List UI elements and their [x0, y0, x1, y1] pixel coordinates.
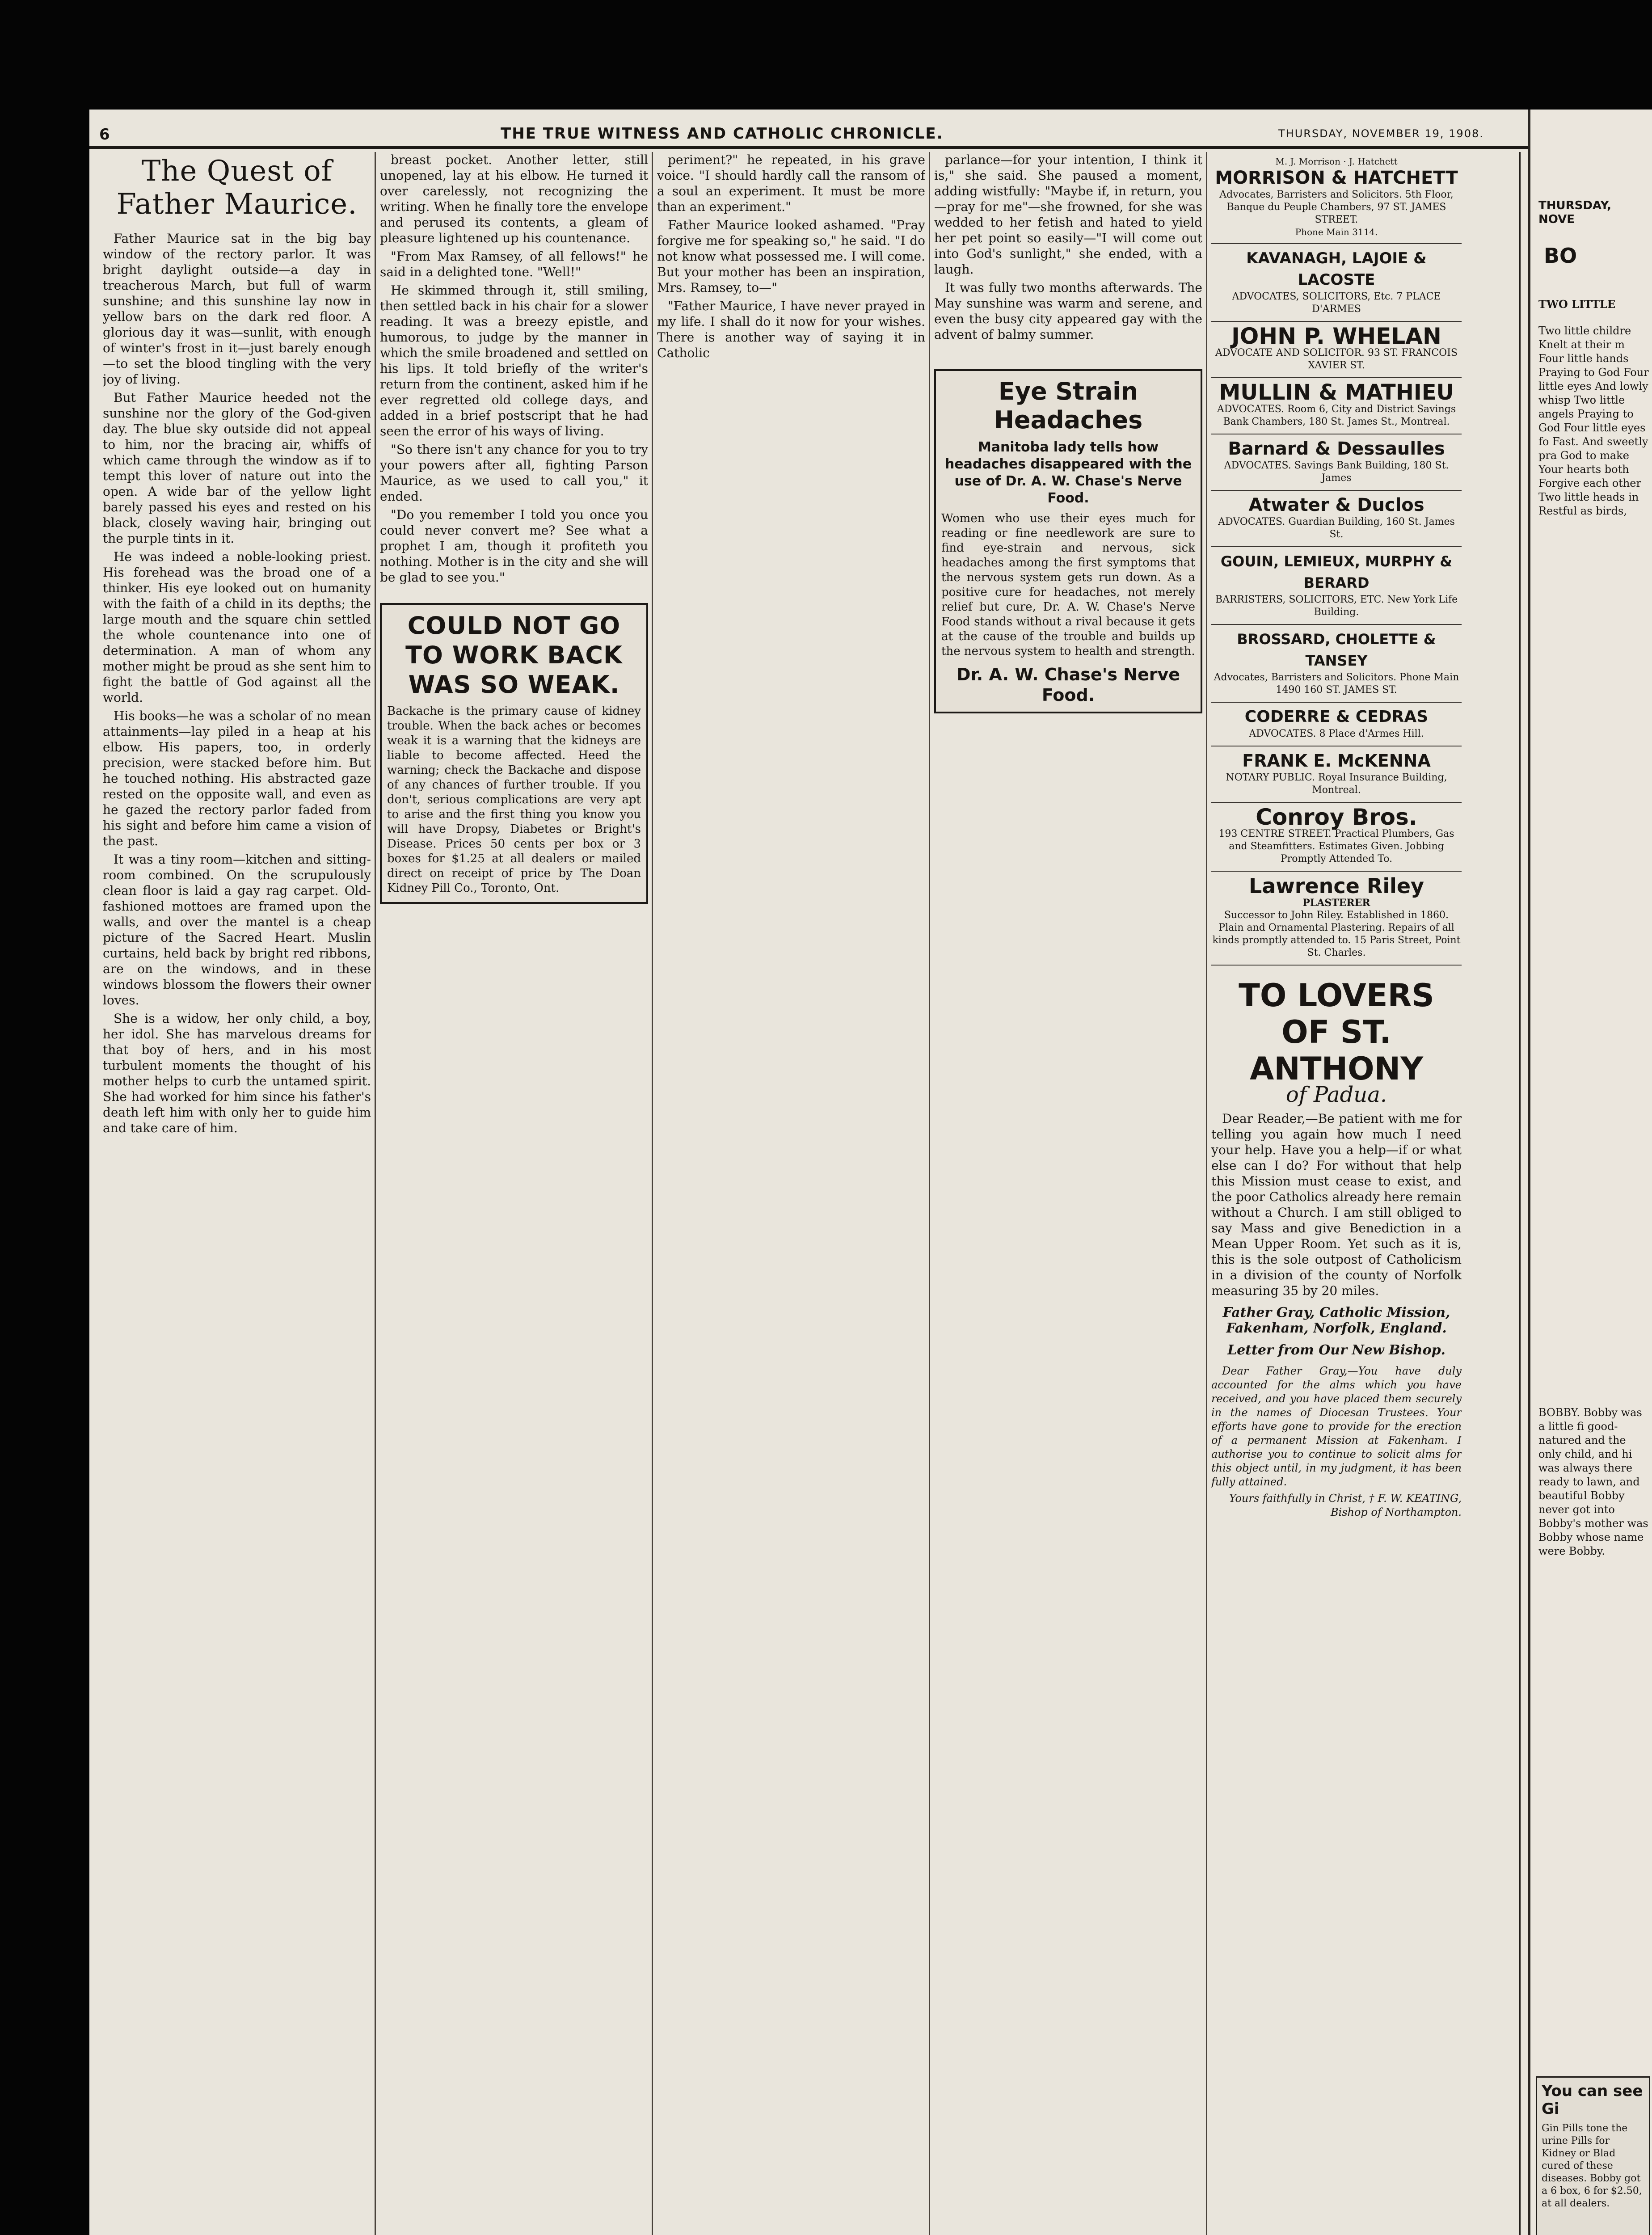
card-desc: NOTARY PUBLIC. Royal Insurance Building, Montreal.	[1226, 772, 1447, 796]
business-card	[1211, 625, 1462, 703]
business-card	[1211, 378, 1462, 434]
eye-ad-body: Women who use their eyes much for reading or fine needlework are sure to find eye-strain and nervous, sick headaches among the first symptoms that the nervous system gets run down. As a positive cure for headaches, not merely relief but cure, Dr. A. W. Chase's Nerve Food stands without a rival because it gets at the cause of the trouble and builds up the nervous system to health and strength.	[941, 512, 1195, 658]
bishop-letter-body: Dear Father Gray,—You have duly accounted for the alms which you have received, and you have placed them securely in the names of Diocesan Trustees. Your efforts have gone to provide for the erection of a permanent Mission at Fakenham. I authorise you to continue to solicit alms for this object until, in my judgment, it has been fully attained.	[1211, 1365, 1462, 1488]
card-desc: ADVOCATES. Savings Bank Building, 180 St. James	[1224, 460, 1449, 484]
card-partner: J. Hatchett	[1349, 156, 1398, 167]
story-paragraph: parlance—for your intention, I think it is," she said. She paused a moment, adding wistfully: "Maybe if, in return, you—pray for me"—she frowned, for she was wedded to her fetish and hated to yield her pet point so easily—"I will come out into God's sunlight," she ended, with a laugh.	[934, 152, 1202, 277]
story-title: The Quest of Father Maurice.	[116, 155, 358, 221]
card-firm: CODERRE & CEDRAS	[1244, 708, 1429, 726]
newspaper-page	[89, 110, 1551, 2235]
appeal-address: Father Gray, Catholic Mission, Fakenham, Norfolk, England.	[1222, 1305, 1450, 1336]
adjacent-headline: BO	[1544, 244, 1577, 268]
masthead	[89, 122, 1520, 146]
card-firm: JOHN P. WHELAN	[1231, 323, 1441, 349]
column-2	[380, 152, 648, 2235]
appeal-headline: TO LOVERS OF ST. ANTHONY	[1239, 977, 1434, 1087]
column-divider	[652, 152, 653, 2235]
eye-ad-subhead: Manitoba lady tells how headaches disappeared with the use of Dr. A. W. Chase's Nerve Food.	[944, 439, 1192, 506]
story-paragraph: periment?" he repeated, in his grave voice. "I should hardly call the ransom of a soul an experiment. It must be more than an experiment."	[657, 152, 925, 214]
business-card	[1211, 547, 1462, 625]
eye-ad-headline: Eye Strain Headaches	[994, 377, 1143, 434]
story-paragraph: "Father Maurice, I have never prayed in my life. I shall do it now for your wishes. There is another way of saying it in Catholic	[657, 299, 925, 360]
card-desc: ADVOCATES. Room 6, City and District Savings Bank Chambers, 180 St. James St., Montreal.	[1217, 404, 1456, 427]
adjacent-poem: Two little childre Knelt at their m Four little hands Praying to God Four little eyes And lowly whisp Two little angels Praying to God Four little eyes fo Fast. And sweetly pra God to make Your hearts both Forgive each other Two little heads in Restful as birds,	[1538, 325, 1649, 517]
column-4	[934, 152, 1202, 2235]
story-paragraph: It was a tiny room—kitchen and sitting-room combined. On the scrupulously clean floor is laid a gay rag carpet. Old-fashioned mottoes are framed upon the walls, and over the mantel is a cheap picture of the Sacred Heart. Muslin curtains, held back by bright red ribbons, are on the windows, and in these windows blossom the flowers their owner loves.	[103, 852, 371, 1008]
business-card	[1211, 244, 1462, 322]
kidney-ad-body: Backache is the primary cause of kidney trouble. When the back aches or becomes weak it is a warning that the kidneys are liable to become affected. Heed the warning; check the Backache and dispose of any chances of further trouble. If you don't, serious complications are very apt to arise and the first thing you know you will have Dropsy, Diabetes or Bright's Disease. Prices 50 cents per box or 3 boxes for $1.25 at all dealers or mailed direct on receipt of price by The Doan Kidney Pill Co., Toronto, Ont.	[387, 704, 641, 895]
story-paragraph: She is a widow, her only child, a boy, her idol. She has marvelous dreams for that boy of hers, and in his most turbulent moments the thought of his mother helps to curb the untamed spirit. She had worked for him since his father's death left him with only her to guide him and take care of him.	[103, 1011, 371, 1135]
story-paragraph: But Father Maurice heeded not the sunshine nor the glory of the God-given day. The blue sky outside did not appeal to him, nor the bracing air, whiffs of which came through the window as if to tempt this lover of nature out into the open. A wide bar of the yellow light barely passed his eyes and rested on his black, closely waving hair, bringing out the purple tints in it.	[103, 390, 371, 546]
kidney-advertisement	[380, 603, 648, 904]
paper-name: THE TRUE WITNESS AND CATHOLIC CHRONICLE.	[501, 125, 944, 143]
kidney-ad-headline: COULD NOT GO TO WORK BACK WAS SO WEAK.	[405, 611, 623, 699]
story-paragraph: Father Maurice sat in the big bay window of the rectory parlor. It was bright daylight outside—a day in treacherous March, but full of warm sunshine; and this sunshine lay now in yellow bars on the dark red floor. A glorious day it was—sunlit, with enough of winter's frost in it—just barely enough—to set the blood tingling with the very joy of living.	[103, 231, 371, 387]
card-partner: M. J. Morrison	[1275, 156, 1340, 167]
business-card	[1211, 434, 1462, 491]
card-firm: Lawrence Riley	[1248, 874, 1424, 898]
story-paragraph: breast pocket. Another letter, still unopened, lay at his elbow. He turned it over carelessly, not recognizing the writing. When he finally tore the envelope and perused its contents, a gleam of pleasure lightened up his countenance.	[380, 152, 648, 245]
business-card	[1211, 872, 1462, 966]
card-desc: ADVOCATE AND SOLICITOR. 93 ST. FRANCOIS XAVIER ST.	[1215, 347, 1458, 371]
page-edge-rule	[1519, 152, 1521, 2235]
card-desc: ADVOCATES, SOLICITORS, Etc. 7 PLACE D'ARMES	[1232, 291, 1441, 315]
bishop-signature: Yours faithfully in Christ, † F. W. KEATING, Bishop of Northampton.	[1229, 1492, 1462, 1518]
card-firm: MORRISON & HATCHETT	[1215, 168, 1458, 188]
story-paragraph: Father Maurice looked ashamed. "Pray forgive me for speaking so," he said. "I do not know what possessed me. I will come. But your mother has been an inspiration, Mrs. Ramsey, to—"	[657, 218, 925, 295]
adjacent-ad	[1536, 2076, 1650, 2235]
adjacent-date: THURSDAY, NOVE	[1538, 199, 1611, 226]
column-divider	[1206, 152, 1207, 2235]
adjacent-subhead: TWO LITTLE	[1538, 298, 1616, 311]
card-phone: Phone Main 3114.	[1295, 227, 1378, 237]
column-5-directory	[1211, 152, 1462, 2235]
card-firm: FRANK E. McKENNA	[1242, 751, 1431, 771]
card-firm: KAVANAGH, LAJOIE & LACOSTE	[1246, 249, 1427, 289]
card-firm: MULLIN & MATHIEU	[1219, 380, 1454, 405]
card-firm: Barnard & Dessaulles	[1228, 439, 1445, 459]
story-paragraph: His books—he was a scholar of no mean attainments—lay piled in a heap at his elbow. His papers, too, in orderly precision, were stacked before him. But he touched nothing. His abstracted gaze rested on the opposite wall, and even as he gazed the rectory parlor faded from his sight and before him came a vision of the past.	[103, 708, 371, 848]
card-firm: Atwater & Duclos	[1248, 495, 1424, 515]
page-number: 6	[99, 126, 111, 143]
story-paragraph: "Do you remember I told you once you could never convert me? See what a prophet I am, though it profiteth you nothing. Mother is in the city and she will be glad to see you."	[380, 507, 648, 585]
appeal-subhead: of Padua.	[1285, 1082, 1387, 1107]
bishop-letter-heading: Letter from Our New Bishop.	[1227, 1342, 1446, 1358]
appeal-body: Dear Reader,—Be patient with me for telling you again how much I need your help. Have you a help—if or what else can I do? For without that help this Mission must cease to exist, and the poor Catholics already here remain without a Church. I am still obliged to say Mass and give Benediction in a Mean Upper Room. Yet such as it is, this is the sole outpost of Catholicism in a division of the county of Norfolk measuring 35 by 20 miles.	[1211, 1111, 1462, 1298]
card-role: PLASTERER	[1302, 897, 1370, 909]
column-divider	[929, 152, 930, 2235]
business-card	[1211, 491, 1462, 547]
card-desc: 193 CENTRE STREET. Practical Plumbers, Gas and Steamfitters. Estimates Given. Jobbing Promptly Attended To.	[1218, 828, 1454, 864]
story-paragraph: He was indeed a noble-looking priest. His forehead was the broad one of a thinker. His eye looked out on humanity with the faith of a child in its depths; the large mouth and the square chin settled the whole countenance into one of determination. A man of whom any mother might be proud as she sent him to fight the battle of God against all the world.	[103, 549, 371, 705]
adjacent-ad-body: Gin Pills tone the urine Pills for Kidney or Blad cured of these diseases. Bobby got a 6 box, 6 for $2.50, at all dealers.	[1542, 2123, 1642, 2209]
business-card	[1211, 703, 1462, 746]
column-1	[103, 152, 371, 2235]
masthead-rule	[89, 146, 1528, 149]
card-desc: BARRISTERS, SOLICITORS, ETC. New York Life Building.	[1215, 594, 1458, 618]
business-card	[1211, 322, 1462, 378]
adjacent-page-fragment	[1528, 110, 1652, 2235]
card-desc: Successor to John Riley. Established in 1860. Plain and Ornamental Plastering. Repairs of all kinds promptly attended to. 15 Paris Street, Point St. Charles.	[1212, 910, 1461, 958]
card-desc: ADVOCATES. Guardian Building, 160 St. James St.	[1218, 516, 1455, 540]
business-card	[1211, 746, 1462, 803]
column-3	[657, 152, 925, 2235]
eye-strain-advertisement	[934, 369, 1202, 713]
issue-date: THURSDAY, NOVEMBER 19, 1908.	[1278, 127, 1484, 140]
business-card	[1211, 803, 1462, 872]
card-firm: BROSSARD, CHOLETTE & TANSEY	[1237, 631, 1436, 669]
story-paragraph: "So there isn't any chance for you to try your powers after all, fighting Parson Maurice, as we used to call you," it ended.	[380, 442, 648, 504]
card-firm: Conroy Bros.	[1256, 804, 1417, 830]
column-divider	[375, 152, 376, 2235]
business-card: M. J. Morrison · J. Hatchett MORRISON & HATCHETT Advocates, Barristers and Solicitors. 5th Floor, Banque du Peuple Chambers, 97 ST. JAMES STREET. Phone Main 3114.	[1211, 152, 1462, 244]
card-desc: ADVOCATES. 8 Place d'Armes Hill.	[1249, 728, 1424, 739]
card-desc: Advocates, Barristers and Solicitors. 5th Floor, Banque du Peuple Chambers, 97 ST. JAMES STREET.	[1219, 189, 1454, 225]
adjacent-story: BOBBY. Bobby was a little fi good-natured and the only child, and hi was always there ready to lawn, and beautiful Bobby never got into Bobby's mother was Bobby whose name were Bobby.	[1538, 1406, 1648, 1557]
eye-ad-product: Dr. A. W. Chase's Nerve Food.	[956, 665, 1180, 705]
story-paragraph: He skimmed through it, still smiling, then settled back in his chair for a slower reading. It was a breezy epistle, and humorous, to judge by the manner in which the smile broadened and settled on his lips. It told briefly of the writer's return from the continent, asked him if he ever regretted old college days, and added in a brief postscript that he had seen the error of his ways of living.	[380, 283, 648, 439]
story-paragraph: "From Max Ramsey, of all fellows!" he said in a delighted tone. "Well!"	[380, 249, 648, 279]
card-desc: Advocates, Barristers and Solicitors. Phone Main 1490 160 ST. JAMES ST.	[1214, 672, 1459, 696]
adjacent-ad-headline: You can see Gi	[1542, 2082, 1643, 2118]
story-paragraph: It was fully two months afterwards. The May sunshine was warm and serene, and even the busy city appeared gay with the advent of balmy summer.	[934, 280, 1202, 342]
card-firm: GOUIN, LEMIEUX, MURPHY & BERARD	[1220, 553, 1453, 591]
